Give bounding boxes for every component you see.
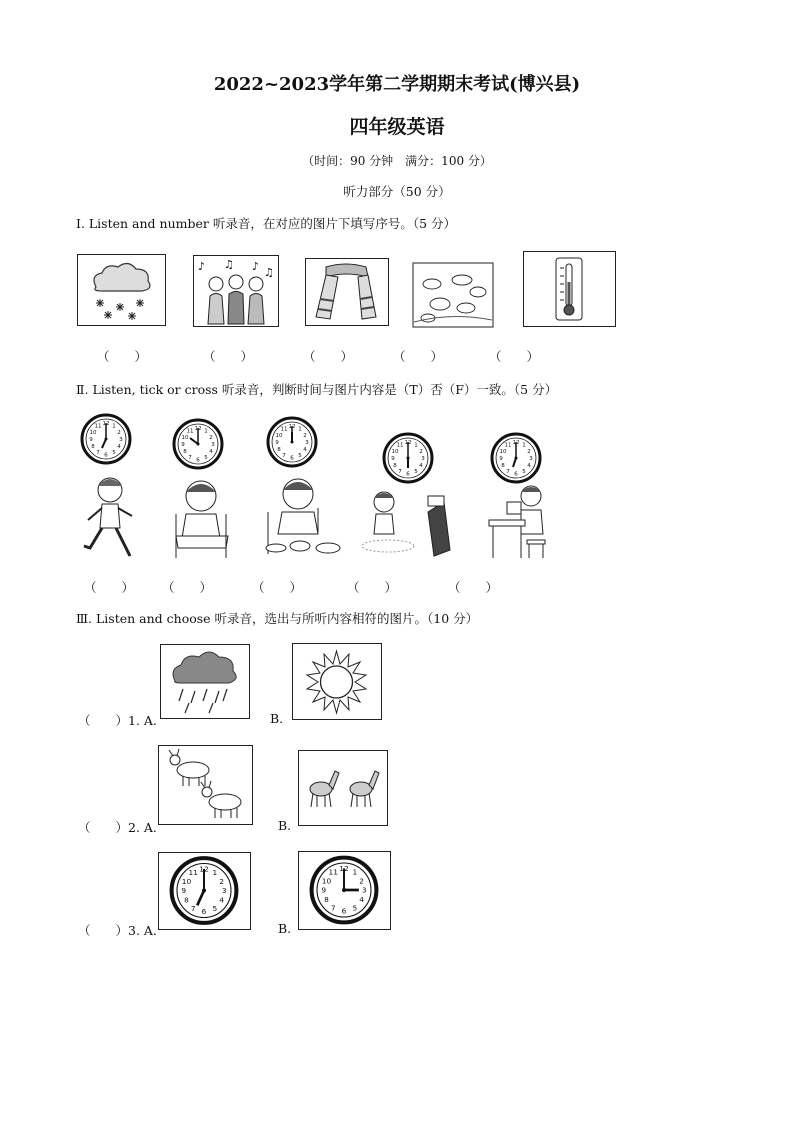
snowy-cloud-icon [77,254,166,326]
section-1-heading: Ⅰ. Listen and number 听录音，在对应的图片下填写序号。（5 分） [76,216,456,231]
goats-icon[interactable] [158,745,253,825]
singing-children-icon [193,255,279,327]
sun-icon[interactable] [292,643,382,720]
boy-drawing-icon [168,474,234,560]
clock-icon [490,432,542,484]
clock-seven-icon[interactable] [158,852,251,930]
horses-icon[interactable] [298,750,388,826]
clock-three-icon[interactable] [298,851,391,930]
section-3-heading: Ⅲ. Listen and choose 听录音，选出与所听内容相符的图片。（10 分） [76,611,479,626]
answer-blank[interactable]: （ ） [393,349,444,364]
answer-blank[interactable]: （ ） [489,349,540,364]
question-1-prefix[interactable]: （ ）1. A. [78,713,157,728]
page-title: 2022~2023学年第二学期期末考试(博兴县) [213,74,581,95]
question-1-b-label: B. [270,711,284,726]
exam-info: （时间：90 分钟 满分：100 分） [302,154,492,168]
boy-running-icon [80,472,140,560]
clock-icon [80,413,132,465]
section-2-heading: Ⅱ. Listen, tick or cross 听录音，判断时间与图片内容是（T）否（F）一致。（5 分） [76,382,558,397]
answer-blank[interactable]: （ ） [303,349,354,364]
svg-text:♪: ♪ [198,260,206,273]
clock-icon [266,416,318,468]
clock-icon [382,432,434,484]
svg-text:♫: ♫ [224,258,234,271]
boy-watching-tv-icon [360,486,456,560]
scarf-icon [305,258,389,326]
question-2-prefix[interactable]: （ ）2. A. [78,820,157,835]
question-3-b-label: B. [278,921,292,936]
answer-blank[interactable]: （ ） [97,349,148,364]
rain-cloud-icon[interactable] [160,644,250,719]
answer-blank[interactable]: （ ） [252,580,303,595]
question-2-b-label: B. [278,818,292,833]
answer-blank[interactable]: （ ） [84,580,135,595]
clock-icon [172,418,224,470]
answer-blank[interactable]: （ ） [347,580,398,595]
answer-blank[interactable]: （ ） [448,580,499,595]
svg-text:♫: ♫ [264,266,274,279]
listening-part-label: 听力部分（50 分） [343,184,451,199]
answer-blank[interactable]: （ ） [203,349,254,364]
boy-eating-icon [262,472,344,560]
farm-animals-icon [412,262,494,328]
boy-reading-icon [487,484,549,560]
svg-text:♪: ♪ [252,260,260,273]
question-3-prefix[interactable]: （ ）3. A. [78,923,157,938]
page-subtitle: 四年级英语 [349,116,445,138]
thermometer-icon [523,251,616,327]
answer-blank[interactable]: （ ） [162,580,213,595]
